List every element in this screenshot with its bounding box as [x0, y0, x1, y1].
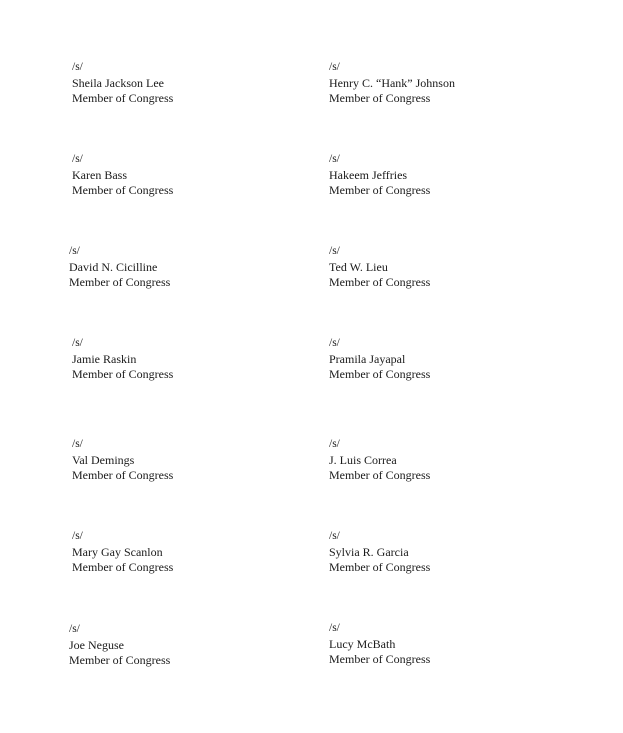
signer-title: Member of Congress — [329, 367, 431, 381]
signer-name: Val Demings — [72, 452, 135, 467]
signer-name: Sheila Jackson Lee — [72, 75, 164, 90]
signer-name: Lucy McBath — [329, 636, 396, 651]
signer-name: Joe Neguse — [69, 637, 124, 652]
signer-title: Member of Congress — [329, 275, 431, 289]
signature-mark: /s/ — [72, 61, 83, 73]
signature-mark: /s/ — [329, 530, 340, 542]
signer-title: Member of Congress — [329, 91, 431, 105]
signer-name: Mary Gay Scanlon — [72, 544, 163, 559]
signature-mark: /s/ — [329, 438, 340, 450]
signature-block — [329, 437, 569, 484]
signature-mark: /s/ — [72, 337, 83, 349]
signature-block — [72, 336, 312, 383]
signature-mark: /s/ — [72, 153, 83, 165]
signer-name: Karen Bass — [72, 167, 127, 182]
signer-title: Member of Congress — [72, 468, 174, 482]
signature-mark: /s/ — [329, 337, 340, 349]
signature-mark: /s/ — [72, 530, 83, 542]
signature-block — [329, 336, 569, 383]
signer-name: Ted W. Lieu — [329, 259, 388, 274]
signature-mark: /s/ — [329, 245, 340, 257]
signer-name: Sylvia R. Garcia — [329, 544, 409, 559]
signer-name: Pramila Jayapal — [329, 351, 406, 366]
signer-name: Henry C. “Hank” Johnson — [329, 75, 455, 90]
signature-block — [72, 152, 312, 199]
signer-name: J. Luis Correa — [329, 452, 397, 467]
signer-title: Member of Congress — [329, 183, 431, 197]
signer-title: Member of Congress — [329, 468, 431, 482]
signature-block — [72, 437, 312, 484]
signature-block — [329, 60, 569, 107]
signer-name: David N. Cicilline — [69, 259, 158, 274]
signature-block — [329, 621, 569, 668]
signer-name: Hakeem Jeffries — [329, 167, 408, 182]
signer-title: Member of Congress — [329, 560, 431, 574]
signature-mark: /s/ — [329, 153, 340, 165]
signature-mark: /s/ — [329, 61, 340, 73]
signature-block — [69, 244, 309, 291]
signature-block — [72, 60, 312, 107]
signature-block — [69, 622, 309, 669]
signer-title: Member of Congress — [72, 560, 174, 574]
signer-title: Member of Congress — [72, 91, 174, 105]
signature-block — [329, 244, 569, 291]
signature-mark: /s/ — [69, 623, 80, 635]
signature-block — [329, 529, 569, 576]
signer-title: Member of Congress — [72, 367, 174, 381]
signer-title: Member of Congress — [72, 183, 174, 197]
signer-name: Jamie Raskin — [72, 351, 137, 366]
signature-block — [329, 152, 569, 199]
signature-mark: /s/ — [72, 438, 83, 450]
signer-title: Member of Congress — [329, 652, 431, 666]
signature-mark: /s/ — [329, 622, 340, 634]
signature-block — [72, 529, 312, 576]
signer-title: Member of Congress — [69, 653, 171, 667]
signer-title: Member of Congress — [69, 275, 171, 289]
signature-mark: /s/ — [69, 245, 80, 257]
